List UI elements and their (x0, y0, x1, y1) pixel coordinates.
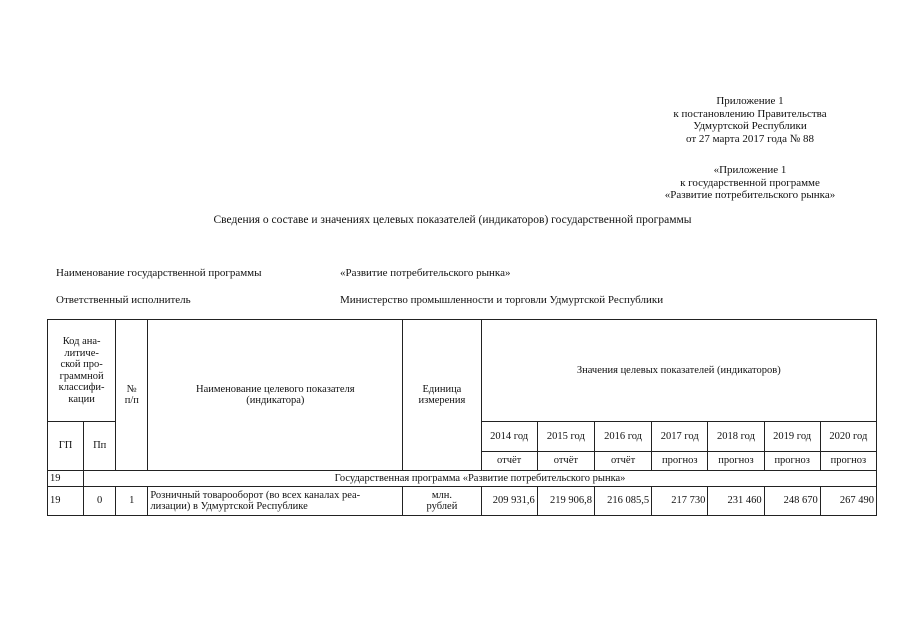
appendix-line: к государственной программе (680, 176, 820, 189)
year-header: 2016 год (594, 422, 651, 452)
program-label: Наименование государственной программы (56, 267, 262, 279)
value-type-header: отчёт (481, 452, 537, 471)
row-indicator-name-line: Розничный товарооборот (во всех каналах реа- (150, 489, 361, 501)
year-header: 2017 год (652, 422, 708, 452)
code-header-line: классифи- (58, 382, 105, 393)
appendix-line: «Приложение 1 (713, 164, 787, 176)
row-gp: 19 (48, 487, 84, 516)
indicator-name-header-line: (индикатора) (246, 395, 305, 406)
row-value: 217 730 (652, 487, 708, 516)
row-indicator-name-line: лизации) в Удмуртской Республике (150, 501, 308, 512)
year-header: 2014 год (481, 422, 537, 452)
code-header-line: граммной (59, 370, 104, 382)
appendix-line: к постановлению Правительства (673, 107, 827, 120)
value-type-header: прогноз (764, 452, 820, 471)
year-header: 2019 год (764, 422, 820, 452)
row-value: 219 906,8 (537, 487, 594, 516)
value-type-header: прогноз (820, 452, 876, 471)
indicators-table (47, 319, 877, 516)
row-value: 209 931,6 (481, 487, 537, 516)
number-header-line: п/п (124, 395, 139, 406)
year-header: 2015 год (537, 422, 594, 452)
table-row (48, 487, 877, 516)
unit-header (403, 320, 481, 471)
program-value: «Развитие потребительского рынка» (340, 267, 511, 279)
pp-header: Пп (84, 422, 116, 471)
gp-header: ГП (48, 422, 84, 471)
program-row-title: Государственная программа «Развитие потребительского рынка» (84, 471, 877, 487)
code-header-line: литиче- (64, 347, 99, 359)
document-title: Сведения о составе и значениях целевых показателей (индикаторов) государственной программы (213, 214, 692, 226)
appendix-line: от 27 марта 2017 года № 88 (685, 132, 814, 145)
program-row-gp: 19 (48, 471, 84, 487)
value-type-header: отчёт (594, 452, 651, 471)
number-header (116, 320, 148, 471)
appendix-line: Приложение 1 (716, 95, 784, 107)
indicator-name-header (148, 320, 403, 471)
code-header (48, 320, 116, 422)
code-header-line: кации (68, 393, 95, 405)
appendix-line: Удмуртской Республики (693, 120, 807, 132)
executor-value: Министерство промышленности и торговли Удмуртской Республики (340, 294, 664, 306)
row-unit-line: рублей (426, 501, 458, 512)
executor-row (56, 294, 663, 306)
row-value: 231 460 (708, 487, 764, 516)
row-value: 216 085,5 (594, 487, 651, 516)
row-unit-line: млн. (431, 489, 452, 501)
year-header: 2020 год (820, 422, 876, 452)
row-unit (403, 487, 481, 516)
unit-header-line: Единица (422, 383, 462, 395)
value-type-header: отчёт (537, 452, 594, 471)
values-header: Значения целевых показателей (индикаторов) (481, 320, 876, 422)
program-name-row (56, 267, 511, 279)
row-value: 267 490 (820, 487, 876, 516)
code-header-line: ской про- (60, 359, 103, 370)
program-row (48, 471, 877, 487)
appendix-block (600, 95, 900, 145)
indicator-name-header-line: Наименование целевого показателя (196, 383, 355, 395)
appendix-line: «Развитие потребительского рынка» (664, 189, 836, 201)
year-header: 2018 год (708, 422, 764, 452)
appendix-program-block (600, 164, 900, 202)
executor-label: Ответственный исполнитель (56, 294, 191, 306)
row-number: 1 (116, 487, 148, 516)
unit-header-line: измерения (418, 395, 466, 406)
value-type-header: прогноз (708, 452, 764, 471)
row-value: 248 670 (764, 487, 820, 516)
number-header-line: № (126, 383, 137, 395)
row-pp: 0 (84, 487, 116, 516)
code-header-line: Код ана- (62, 336, 101, 347)
value-type-header: прогноз (652, 452, 708, 471)
row-indicator-name (148, 487, 403, 516)
